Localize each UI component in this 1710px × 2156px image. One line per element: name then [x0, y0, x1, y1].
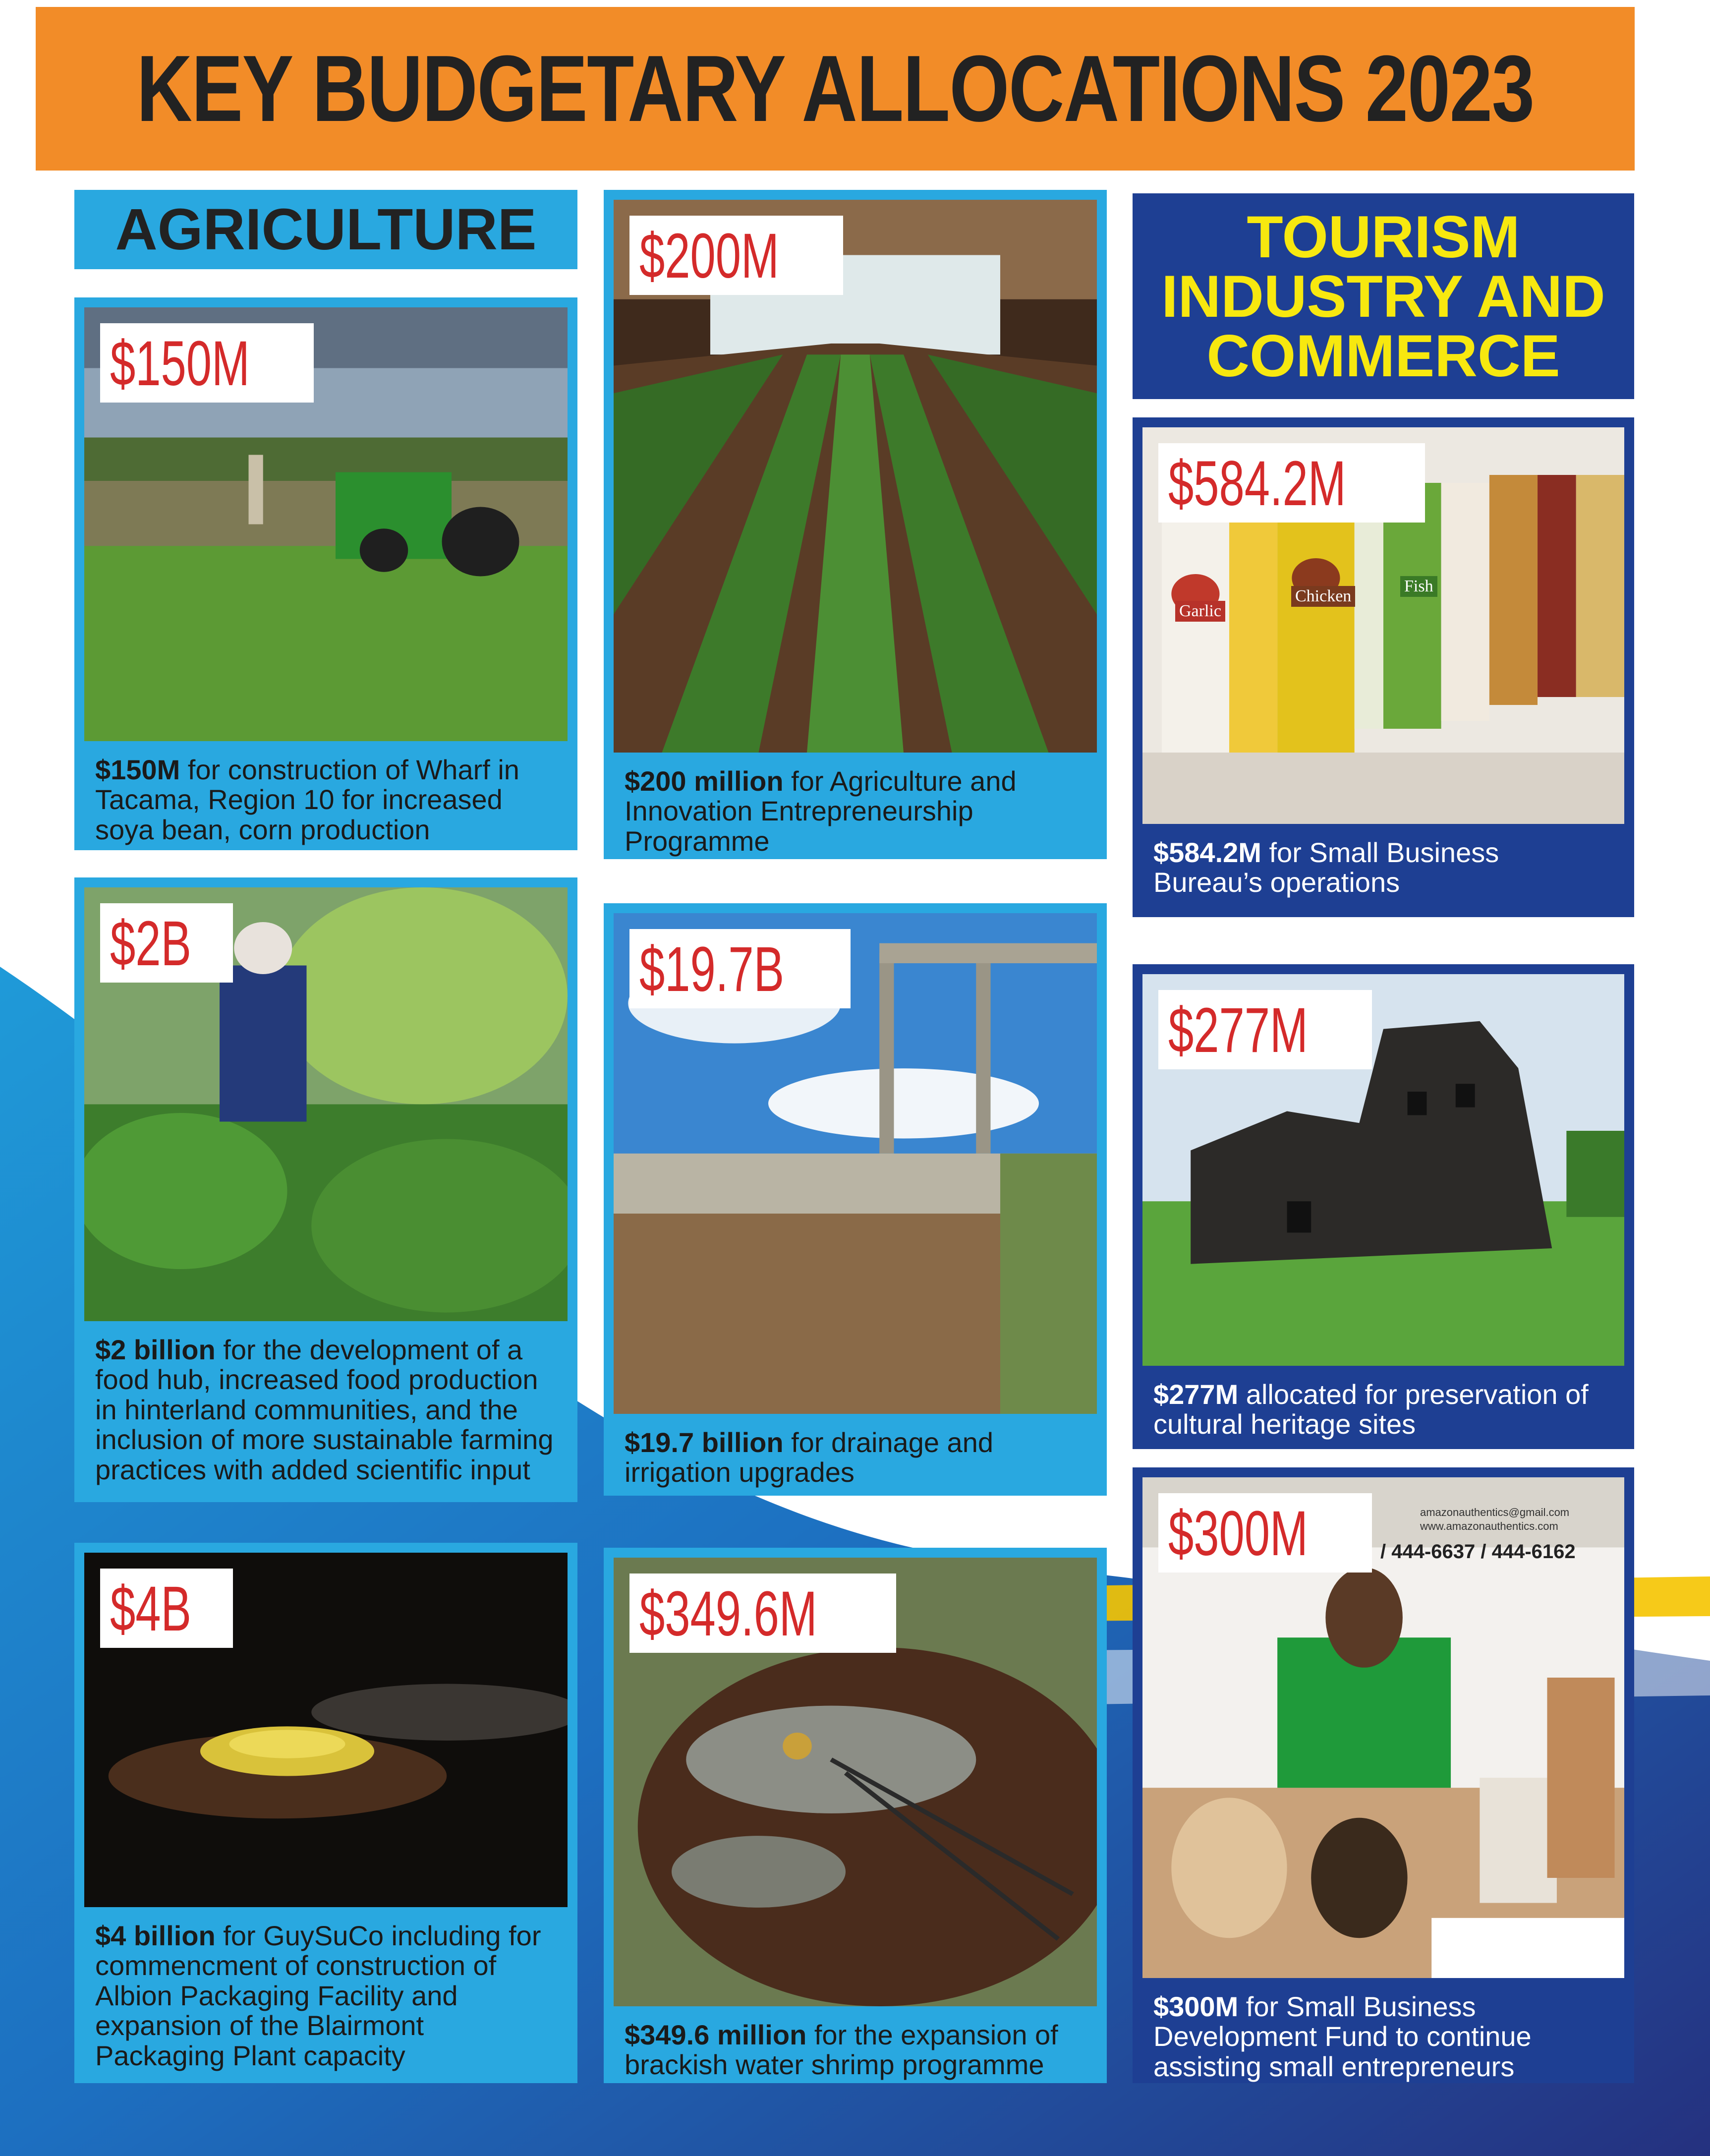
card-guysuco	[74, 1543, 577, 2083]
packet-label-garlic: Garlic	[1175, 601, 1225, 622]
card-food-hub	[74, 877, 577, 1502]
caption: $2 billion for the development of a food hub, increased food production in hinterland communities, and the inclusion of more sustainable farming practices with added scientific input	[95, 1334, 554, 1485]
hand-holding-sugar-photo	[84, 1553, 568, 1907]
price-tag: $4B	[100, 1569, 233, 1648]
title-banner	[36, 7, 1635, 171]
caption: $349.6 million for the expansion of brackish water shrimp programme	[625, 2019, 1058, 2081]
agriculture-heading: AGRICULTURE	[74, 190, 577, 269]
price-tag: $349.6M	[629, 1573, 896, 1653]
caption: $19.7 billion for drainage and irrigation upgrades	[625, 1427, 993, 1488]
tourism-heading-line-1: TOURISM	[1247, 203, 1520, 270]
farmer-spraying-photo	[84, 887, 568, 1321]
packet-label-chicken: Chicken	[1291, 586, 1355, 607]
sign-email: amazonauthentics@gmail.com	[1420, 1506, 1570, 1518]
tourism-heading	[1133, 193, 1634, 399]
caption: $584.2M for Small Business Bureau’s operations	[1153, 837, 1499, 898]
seasoning-packets-photo	[1142, 427, 1624, 824]
caption: $4 billion for GuySuCo including for commencment of construction of Albion Packaging Facility and expansion of the Blairmont Packaging Plant capacity	[95, 1920, 541, 2071]
card-wharf	[74, 297, 577, 850]
price-tag: $19.7B	[629, 929, 851, 1008]
fort-ruins-photo	[1142, 974, 1624, 1366]
price-tag: $150M	[100, 323, 314, 403]
caption: $300M for Small Business Development Fund to continue assisting small entrepreneurs	[1153, 1991, 1532, 2082]
caption: $150M for construction of Wharf in Tacama, Region 10 for increased soya bean, corn production	[95, 754, 519, 845]
caption: $277M allocated for preservation of cultural heritage sites	[1153, 1379, 1589, 1440]
sign-phone: / 444-6637 / 444-6162	[1380, 1541, 1576, 1563]
packet-label-fish: Fish	[1400, 576, 1437, 597]
hand-holding-shrimp-photo	[614, 1558, 1097, 2006]
price-tag: $277M	[1158, 990, 1372, 1069]
card-shrimp	[604, 1548, 1107, 2083]
entrepreneur-crafts-photo	[1142, 1477, 1624, 1978]
card-small-business-bureau	[1133, 417, 1634, 917]
card-small-business-development-fund	[1133, 1467, 1634, 2083]
price-tag: $200M	[629, 216, 843, 295]
price-tag: $584.2M	[1158, 443, 1425, 523]
caption: $200 million for Agriculture and Innovation Entrepreneurship Programme	[625, 765, 1017, 857]
page-title: KEY BUDGETARY ALLOCATIONS 2023	[136, 36, 1534, 141]
card-drainage	[604, 903, 1107, 1496]
card-heritage	[1133, 964, 1634, 1449]
sign-website: www.amazonauthentics.com	[1420, 1520, 1558, 1532]
tractor-field-photo	[84, 307, 568, 741]
card-innovation	[604, 190, 1107, 859]
tourism-heading-line-2: INDUSTRY AND	[1161, 263, 1605, 330]
sluice-gate-canal-photo	[614, 913, 1097, 1414]
price-tag: $2B	[100, 903, 233, 983]
tourism-heading-line-3: COMMERCE	[1206, 322, 1560, 389]
shade-house-crops-photo	[614, 200, 1097, 753]
price-tag: $300M	[1158, 1493, 1372, 1573]
